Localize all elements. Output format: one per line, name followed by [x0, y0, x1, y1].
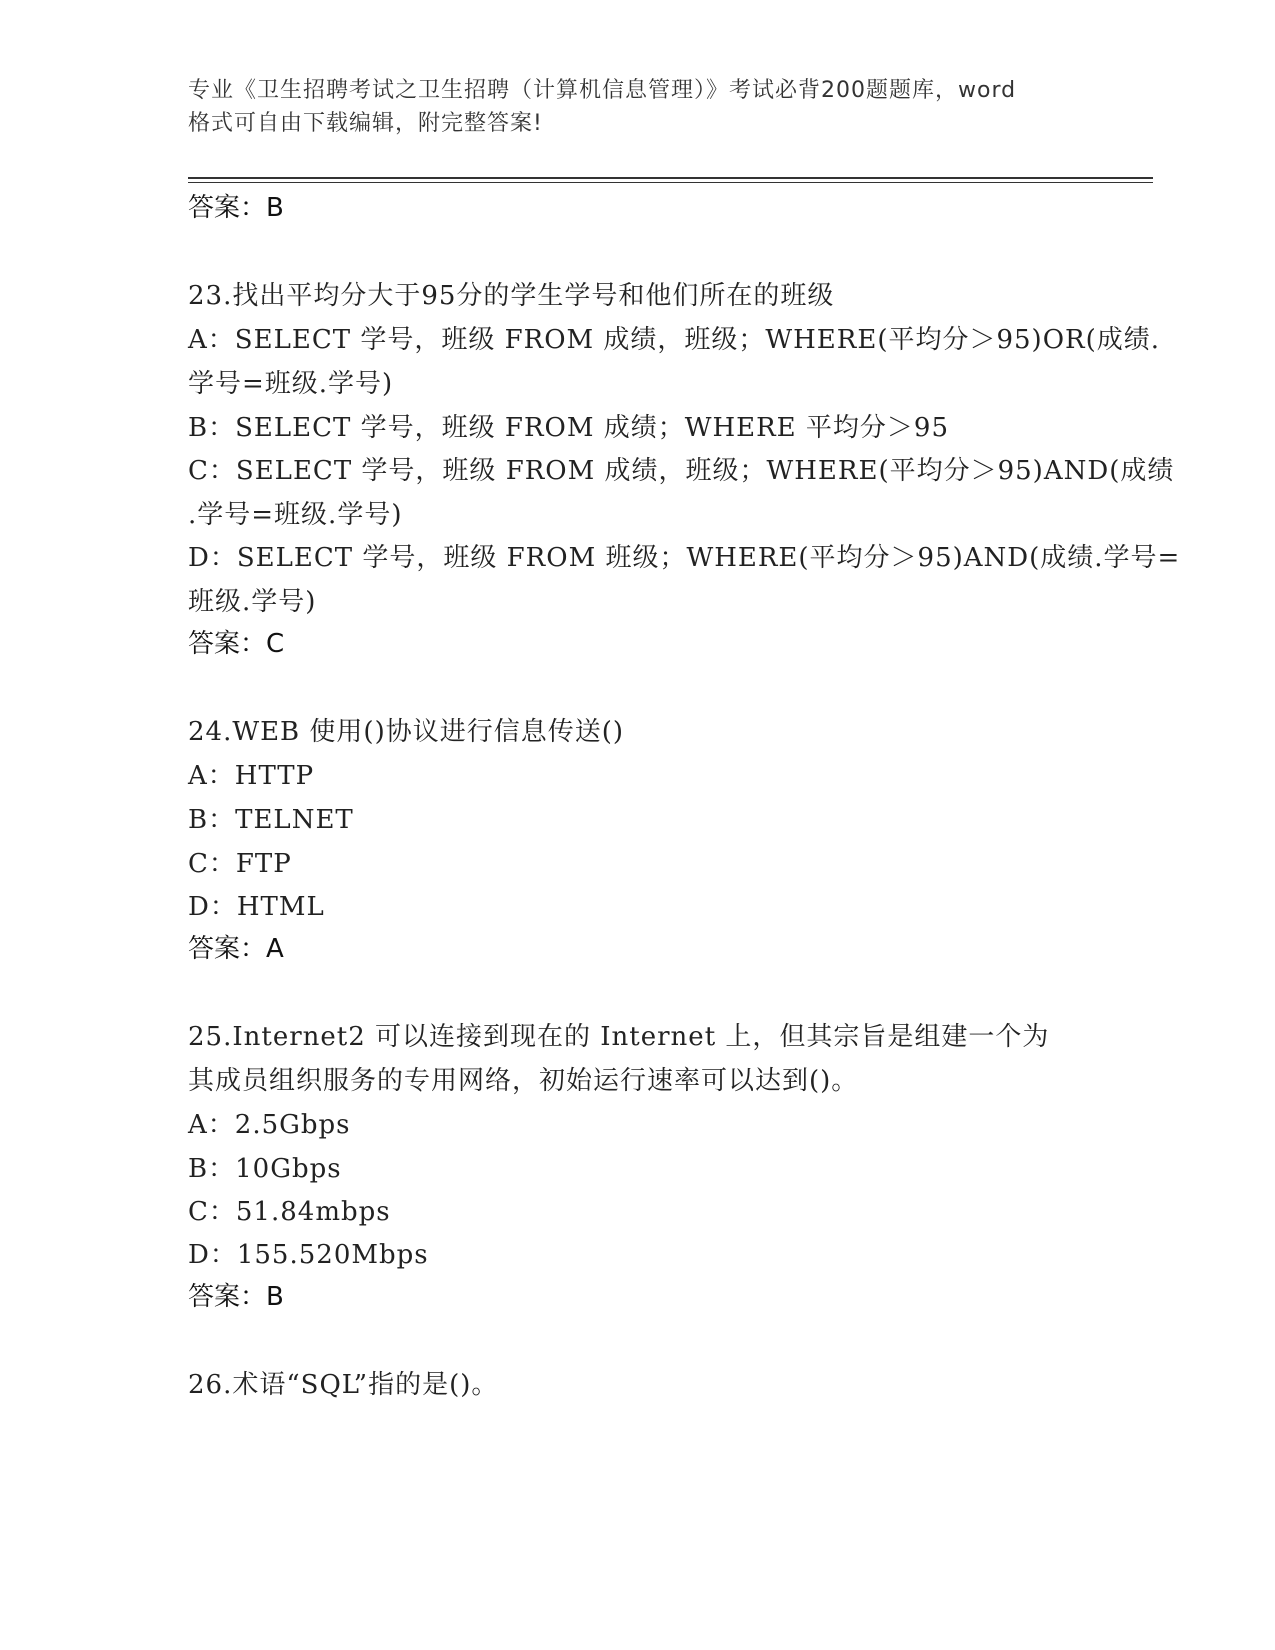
q25-option-c: C：51.84mbps — [188, 1197, 391, 1227]
q23-option-a-line2: 学号=班级.学号) — [188, 369, 394, 399]
q25-option-d: D：155.520Mbps — [188, 1240, 429, 1270]
q25-option-b: B：10Gbps — [188, 1154, 342, 1184]
prev-answer: 答案：B — [188, 193, 284, 223]
q23-option-b: B：SELECT 学号，班级 FROM 成绩；WHERE 平均分＞95 — [188, 413, 950, 443]
q25-question-line2: 其成员组织服务的专用网络，初始运行速率可以达到()。 — [188, 1066, 859, 1096]
q24-option-b: B：TELNET — [188, 805, 354, 835]
q23-option-d-line2: 班级.学号) — [188, 587, 317, 617]
header-line-2: 格式可自由下载编辑，附完整答案! — [188, 111, 543, 136]
q24-option-a: A：HTTP — [188, 761, 315, 791]
q25-answer: 答案：B — [188, 1282, 284, 1312]
q24-answer: 答案：A — [188, 934, 284, 964]
q23-option-a-line1: A：SELECT 学号，班级 FROM 成绩，班级；WHERE(平均分＞95)OR(成绩. — [188, 325, 1160, 355]
q25-question-line1: 25.Internet2 可以连接到现在的 Internet 上，但其宗旨是组建一个为 — [188, 1022, 1050, 1052]
q23-question: 23.找出平均分大于95分的学生学号和他们所在的班级 — [188, 281, 835, 311]
header-line-1: 专业《卫生招聘考试之卫生招聘（计算机信息管理）》考试必背200题题库，word — [188, 78, 1017, 103]
document-header — [188, 74, 1088, 140]
q23-option-c-line1: C：SELECT 学号，班级 FROM 成绩，班级；WHERE(平均分＞95)AND(成绩 — [188, 456, 1175, 486]
header-rule-thin — [188, 182, 1153, 183]
q23-option-d-line1: D：SELECT 学号，班级 FROM 班级；WHERE(平均分＞95)AND(成绩.学号= — [188, 543, 1181, 573]
q23-option-c-line2: .学号=班级.学号) — [188, 500, 403, 530]
q24-option-d: D：HTML — [188, 892, 325, 922]
q23-answer: 答案：C — [188, 629, 285, 659]
q26-question: 26.术语“SQL”指的是()。 — [188, 1370, 499, 1400]
q24-option-c: C：FTP — [188, 849, 292, 879]
header-rule-thick — [188, 177, 1153, 179]
q24-question: 24.WEB 使用()协议进行信息传送() — [188, 717, 624, 747]
q25-option-a: A：2.5Gbps — [188, 1110, 351, 1140]
